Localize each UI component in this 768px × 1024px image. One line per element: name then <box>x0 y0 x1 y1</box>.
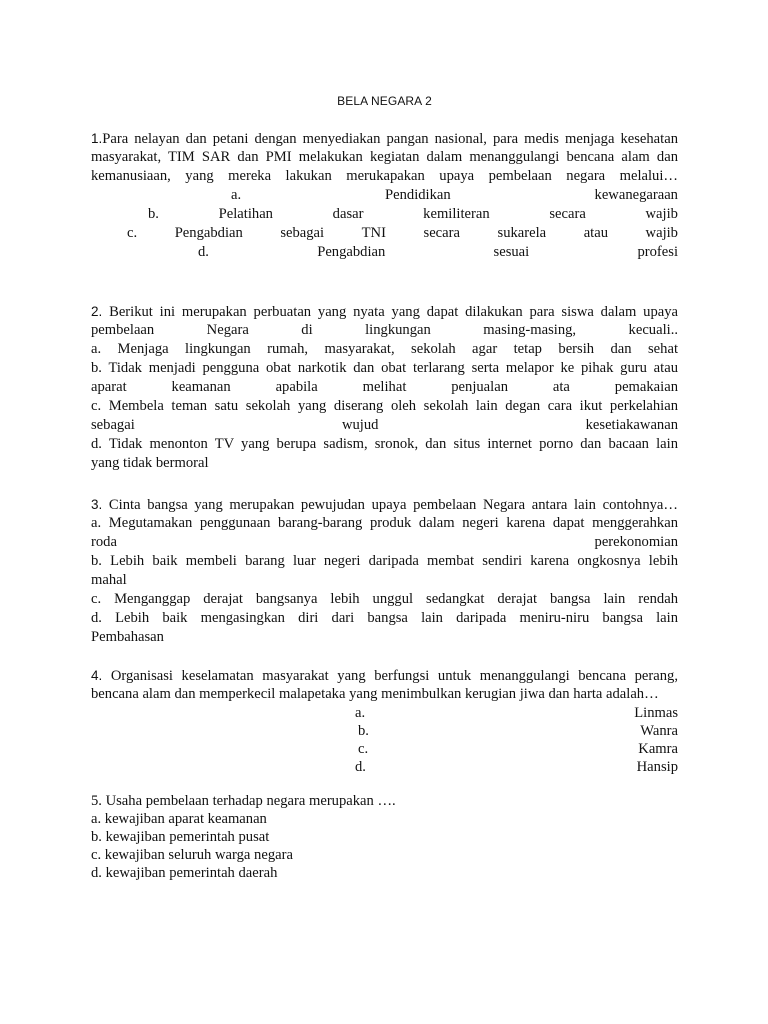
q1-option-a: a. Pendidikan kewanegaraan <box>231 187 678 203</box>
q1-number: 1. <box>91 131 103 146</box>
q1-line-3: kemanusiaan, yang mereka lakukan merukapakan upaya pembelaan negara melalui… <box>91 168 678 184</box>
question-3 <box>91 495 678 647</box>
q1-option-c: c. Pengabdian sebagai TNI secara sukarela atau wajib <box>127 225 678 241</box>
q4-number: 4. <box>91 668 103 683</box>
question-1 <box>91 129 678 262</box>
q1-line-2: masyarakat, TIM SAR dan PMI melakukan kegiatan dalam menanggulangi bencana alam dan <box>91 149 678 165</box>
q5-question: 5. Usaha pembelaan terhadap negara merupakan …. <box>91 793 396 809</box>
q2-option-a: a. Menjaga lingkungan rumah, masyarakat, sekolah agar tetap bersih dan sehat <box>91 341 678 357</box>
q3-number: 3. <box>91 497 103 512</box>
page-title: BELA NEGARA 2 <box>337 94 432 108</box>
q3-option-a-cont: roda perekonomian <box>91 534 678 550</box>
q3-option-b-cont: mahal <box>91 572 127 588</box>
q4-line-2: bencana alam dan memperkecil malapetaka yang menimbulkan kerugian jiwa dan harta adalah… <box>91 686 659 702</box>
q2-number: 2. <box>91 304 103 319</box>
q2-option-c-cont: sebagai wujud kesetiakawanan <box>91 417 678 433</box>
q3-line-1: 3. Cinta bangsa yang merupakan pewujudan upaya pembelaan Negara antara lain contohnya… <box>91 497 678 513</box>
q4-line-1: 4. Organisasi keselamatan masyarakat yang berfungsi untuk menanggulangi bencana perang, <box>91 668 678 684</box>
q3-pembahasan: Pembahasan <box>91 629 164 645</box>
q2-line-2: pembelaan Negara di lingkungan masing-masing, kecuali.. <box>91 322 678 338</box>
q4-option-b: b. Wanra <box>358 723 678 739</box>
q3-option-c: c. Menganggap derajat bangsanya lebih unggul sedangkat derajat bangsa lain rendah <box>91 591 678 607</box>
q1-option-b: b. Pelatihan dasar kemiliteran secara wajib <box>148 206 678 222</box>
question-2 <box>91 302 678 473</box>
q2-option-d: d. Tidak menonton TV yang berupa sadism, sronok, dan situs internet porno dan bacaan lain <box>91 436 678 452</box>
q2-option-d-cont: yang tidak bermoral <box>91 455 209 471</box>
q5-option-a: a. kewajiban aparat keamanan <box>91 811 267 827</box>
q5-option-d: d. kewajiban pemerintah daerah <box>91 865 278 881</box>
question-4 <box>91 666 678 776</box>
q4-option-a: a. Linmas <box>355 705 678 721</box>
q5-option-b: b. kewajiban pemerintah pusat <box>91 829 270 845</box>
q2-option-b: b. Tidak menjadi pengguna obat narkotik dan obat terlarang serta melapor ke pihak guru atau <box>91 360 678 376</box>
q2-line-1: 2. Berikut ini merupakan perbuatan yang nyata yang dapat dilakukan para siswa dalam upaya <box>91 304 678 320</box>
q2-option-b-cont: aparat keamanan apabila melihat penjualan ata pemakaian <box>91 379 678 395</box>
q4-option-d: d. Hansip <box>355 759 678 775</box>
q1-line-1: 1.Para nelayan dan petani dengan menyediakan pangan nasional, para medis menjaga kesehatan <box>91 131 678 147</box>
q3-option-b: b. Lebih baik membeli barang luar negeri daripada membat sendiri karena ongkosnya lebih <box>91 553 678 569</box>
q4-option-c: c. Kamra <box>358 741 678 757</box>
q2-option-c: c. Membela teman satu sekolah yang diserang oleh sekolah lain degan cara ikut perkelahian <box>91 398 678 414</box>
q3-option-a: a. Megutamakan penggunaan barang-barang produk dalam negeri karena dapat menggerahkan <box>91 515 678 531</box>
q3-option-d: d. Lebih baik mengasingkan diri dari bangsa lain daripada meniru-niru bangsa lain <box>91 610 678 626</box>
q5-option-c: c. kewajiban seluruh warga negara <box>91 847 293 863</box>
q1-option-d: d. Pengabdian sesuai profesi <box>198 244 678 260</box>
question-5 <box>91 792 678 882</box>
